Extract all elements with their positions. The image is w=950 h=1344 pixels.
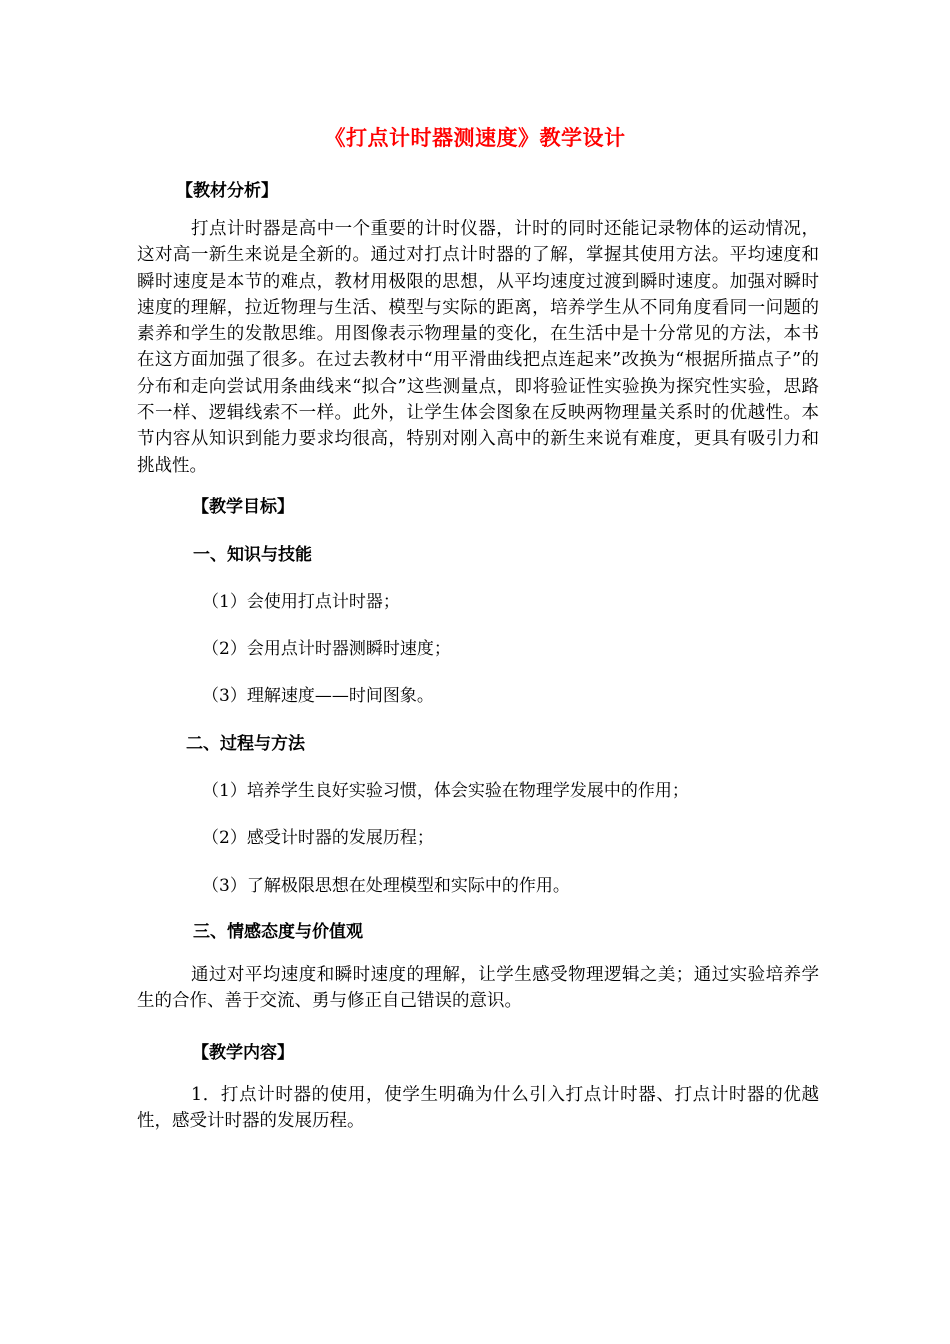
analysis-paragraph: 打点计时器是高中一个重要的计时仪器，计时的同时还能记录物体的运动情况，这对高一新生来说是全新的。通过对打点计时器的了解，掌握其使用方法。平均速度和瞬时速度是本节的难点，教材用极限的思想，从平均速度过渡到瞬时速度。加强对瞬时速度的理解，拉近物理与生活、模型与实际的距离，培养学生从不同角度看同一问题的素养和学生的发散思维。用图像表示物理量的变化，在生活中是十分常见的方法，本书在这方面加强了很多。在过去教材中“用平滑曲线把点连起来”改换为“根据所描点子”的分布和走向尝试用条曲线来“拟合”这些测量点，即将验证性实验换为探究性实验，思路不一样、逻辑线索不一样。此外，让学生体会图象在反映两物理量关系时的优越性。本节内容从知识到能力要求均很高，特别对刚入高中的新生来说有难度，更具有吸引力和挑战性。	[137, 219, 819, 476]
process-item-2: （2）感受计时器的发展历程；	[202, 828, 434, 848]
knowledge-item-3: （3）理解速度——时间图象。	[202, 686, 434, 706]
process-methods-heading: 二、过程与方法	[186, 734, 305, 754]
emotion-values-heading: 三、情感态度与价值观	[193, 922, 363, 942]
process-item-1: （1）培养学生良好实验习惯，体会实验在物理学发展中的作用；	[202, 781, 689, 801]
knowledge-skills-heading: 一、知识与技能	[193, 545, 312, 565]
content-heading: 【教学内容】	[192, 1043, 294, 1063]
process-item-3: （3）了解极限思想在处理模型和实际中的作用。	[202, 876, 570, 896]
emotion-paragraph: 通过对平均速度和瞬时速度的理解，让学生感受物理逻辑之美；通过实验培养学生的合作、善于交流、勇与修正自己错误的意识。	[137, 965, 819, 1012]
objectives-heading: 【教学目标】	[192, 497, 294, 517]
analysis-heading: 【教材分析】	[176, 181, 278, 201]
knowledge-item-2: （2）会用点计时器测瞬时速度；	[202, 639, 451, 659]
document-title: 《打点计时器测速度》教学设计	[324, 125, 626, 150]
content-paragraph: 1．打点计时器的使用，使学生明确为什么引入打点计时器、打点计时器的优越性，感受计时器的发展历程。	[137, 1085, 819, 1132]
knowledge-item-1: （1）会使用打点计时器；	[202, 592, 400, 612]
